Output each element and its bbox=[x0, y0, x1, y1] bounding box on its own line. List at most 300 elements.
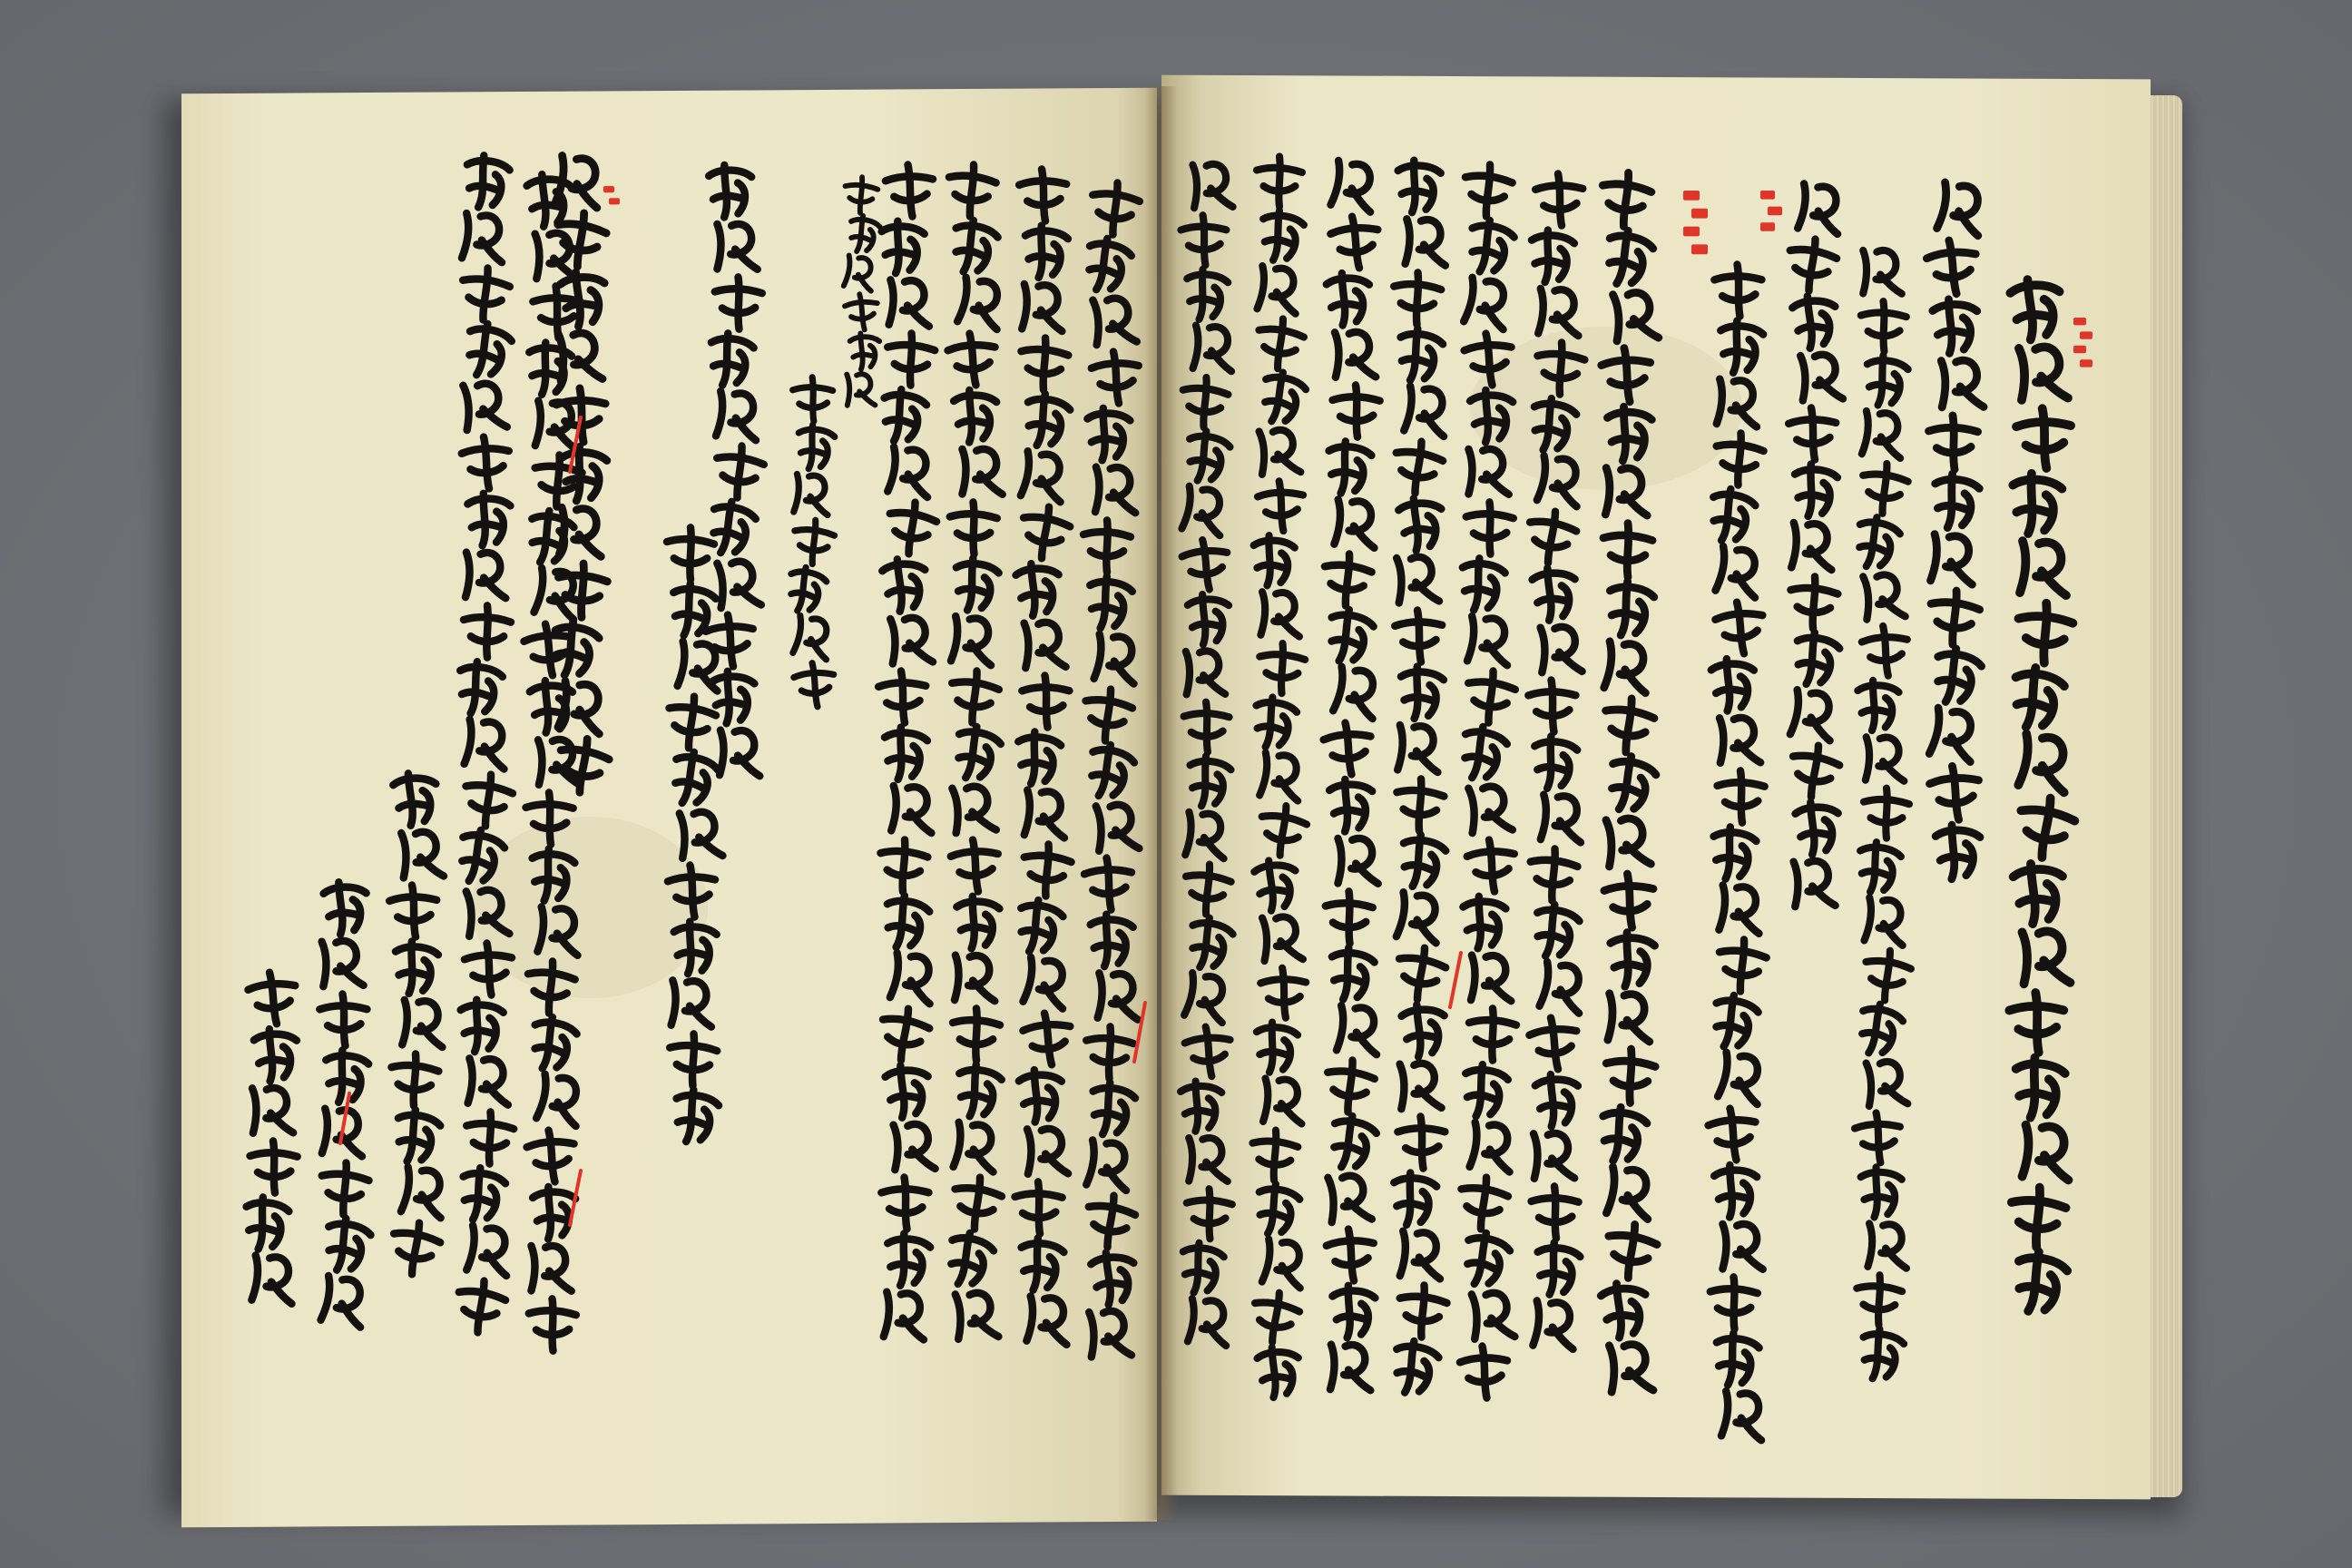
script-glyph bbox=[1936, 474, 1980, 527]
red-correction-mark bbox=[1450, 953, 1461, 1007]
script-glyph bbox=[2015, 407, 2073, 470]
script-glyph bbox=[1021, 1010, 1074, 1068]
script-glyph bbox=[1328, 1343, 1370, 1392]
script-glyph bbox=[466, 1225, 511, 1276]
script-glyph bbox=[1394, 272, 1442, 325]
script-glyph bbox=[1262, 210, 1305, 261]
script-glyph bbox=[1328, 777, 1376, 832]
script-glyph bbox=[949, 838, 1002, 894]
script-glyph bbox=[1093, 801, 1139, 853]
script-glyph bbox=[537, 906, 579, 956]
script-glyph bbox=[1602, 696, 1656, 755]
script-glyph bbox=[671, 980, 711, 1028]
script-glyph bbox=[1405, 219, 1446, 267]
script-glyph bbox=[1713, 1162, 1760, 1218]
script-glyph bbox=[1180, 1079, 1225, 1132]
script-glyph bbox=[1255, 317, 1305, 371]
script-glyph bbox=[1791, 858, 1836, 909]
script-glyph bbox=[1533, 1300, 1574, 1349]
script-glyph bbox=[1022, 620, 1066, 671]
script-glyph bbox=[891, 1122, 936, 1172]
script-glyph bbox=[529, 342, 573, 395]
script-glyph bbox=[1087, 407, 1133, 461]
script-glyph bbox=[1260, 592, 1299, 638]
script-glyph bbox=[1604, 229, 1654, 288]
script-glyph bbox=[1398, 328, 1444, 382]
script-glyph bbox=[708, 162, 755, 218]
script-glyph bbox=[1394, 1172, 1437, 1225]
script-glyph bbox=[1469, 1289, 1514, 1341]
script-glyph bbox=[1090, 181, 1142, 237]
script-glyph bbox=[1786, 236, 1839, 293]
script-glyph bbox=[1251, 1130, 1298, 1181]
script-glyph bbox=[1398, 1284, 1448, 1338]
script-glyph bbox=[1469, 954, 1511, 1003]
script-glyph bbox=[888, 615, 933, 666]
red-marginal-note bbox=[1768, 207, 1782, 216]
script-glyph bbox=[1022, 284, 1062, 331]
script-glyph bbox=[462, 772, 514, 828]
script-glyph bbox=[465, 322, 513, 378]
script-glyph bbox=[1790, 690, 1835, 740]
script-glyph bbox=[887, 333, 936, 386]
script-glyph bbox=[1864, 789, 1909, 838]
script-glyph bbox=[1183, 701, 1230, 753]
script-glyph bbox=[1463, 163, 1514, 219]
script-glyph bbox=[1184, 973, 1229, 1023]
script-glyph bbox=[1527, 1014, 1581, 1073]
script-glyph bbox=[794, 474, 829, 514]
script-glyph bbox=[1334, 499, 1376, 548]
script-glyph bbox=[388, 884, 439, 939]
script-glyph bbox=[1090, 913, 1135, 967]
script-glyph bbox=[1534, 1072, 1583, 1128]
script-glyph bbox=[455, 1278, 508, 1335]
script-glyph bbox=[1859, 842, 1902, 894]
script-glyph bbox=[1023, 957, 1068, 1009]
script-glyph bbox=[1854, 1111, 1904, 1164]
script-glyph bbox=[1090, 349, 1142, 406]
script-glyph bbox=[1528, 679, 1578, 733]
script-glyph bbox=[1536, 342, 1585, 396]
script-glyph bbox=[1864, 736, 1904, 782]
script-glyph bbox=[1014, 561, 1063, 617]
script-glyph bbox=[1605, 1049, 1655, 1103]
script-glyph bbox=[531, 1015, 579, 1072]
script-glyph bbox=[1925, 237, 1981, 297]
script-glyph bbox=[1395, 554, 1439, 605]
script-glyph bbox=[529, 678, 577, 734]
script-glyph bbox=[1867, 355, 1908, 406]
script-glyph bbox=[1719, 885, 1760, 934]
script-glyph bbox=[1609, 581, 1655, 636]
script-glyph bbox=[1607, 754, 1658, 814]
script-glyph bbox=[1187, 592, 1233, 645]
script-glyph bbox=[1710, 1277, 1759, 1329]
script-glyph bbox=[1328, 608, 1376, 664]
script-glyph bbox=[1469, 1122, 1513, 1172]
script-glyph bbox=[1090, 1249, 1139, 1306]
script-glyph bbox=[1086, 1140, 1131, 1191]
script-glyph bbox=[528, 509, 575, 564]
red-marginal-note bbox=[2073, 346, 2086, 353]
script-glyph bbox=[1601, 1106, 1648, 1162]
script-glyph bbox=[1860, 1166, 1904, 1218]
script-glyph bbox=[1861, 1328, 1905, 1380]
script-glyph bbox=[953, 1289, 998, 1341]
script-glyph bbox=[710, 333, 754, 386]
script-glyph bbox=[1014, 1181, 1063, 1235]
script-glyph bbox=[843, 292, 880, 332]
script-glyph bbox=[1466, 783, 1513, 836]
script-glyph bbox=[1018, 504, 1072, 562]
script-glyph bbox=[1936, 182, 1984, 236]
script-glyph bbox=[1465, 838, 1518, 894]
script-glyph bbox=[877, 670, 928, 725]
red-marginal-note bbox=[1691, 244, 1708, 254]
script-glyph bbox=[1718, 1052, 1764, 1104]
script-glyph bbox=[1710, 487, 1757, 543]
script-glyph bbox=[1400, 1231, 1441, 1279]
script-glyph bbox=[459, 662, 504, 715]
script-glyph bbox=[1326, 270, 1374, 327]
script-glyph bbox=[1097, 973, 1138, 1021]
script-glyph bbox=[392, 769, 441, 827]
script-glyph bbox=[2016, 344, 2068, 403]
script-glyph bbox=[1603, 524, 1652, 577]
script-glyph bbox=[715, 222, 758, 271]
script-glyph bbox=[1462, 558, 1505, 611]
script-glyph bbox=[1857, 679, 1902, 731]
script-glyph bbox=[534, 568, 579, 620]
script-glyph bbox=[1541, 795, 1582, 843]
script-glyph bbox=[885, 895, 931, 949]
script-glyph bbox=[1392, 438, 1446, 495]
script-glyph bbox=[1712, 994, 1760, 1050]
script-glyph bbox=[529, 1244, 572, 1293]
script-glyph bbox=[1181, 214, 1229, 267]
script-glyph bbox=[1093, 634, 1137, 684]
script-glyph bbox=[953, 1008, 1000, 1060]
script-glyph bbox=[325, 1217, 372, 1272]
script-glyph bbox=[667, 527, 714, 579]
script-glyph bbox=[1532, 397, 1578, 452]
script-glyph bbox=[461, 380, 507, 433]
red-marginal-note bbox=[603, 186, 614, 192]
script-glyph bbox=[1183, 863, 1232, 916]
script-glyph bbox=[788, 566, 828, 613]
script-glyph bbox=[2008, 991, 2065, 1054]
script-glyph bbox=[946, 163, 997, 219]
script-glyph bbox=[2009, 276, 2066, 342]
script-glyph bbox=[844, 255, 876, 290]
script-glyph bbox=[1263, 1078, 1302, 1123]
script-glyph bbox=[1468, 219, 1516, 275]
script-glyph bbox=[1463, 330, 1516, 387]
script-glyph bbox=[1093, 466, 1135, 514]
script-glyph bbox=[1788, 742, 1841, 800]
script-glyph bbox=[396, 941, 440, 995]
script-glyph bbox=[1396, 892, 1441, 943]
script-glyph bbox=[1611, 289, 1659, 344]
script-glyph bbox=[881, 555, 930, 612]
script-glyph bbox=[954, 725, 1002, 781]
script-glyph bbox=[525, 960, 576, 1015]
red-marginal-note bbox=[609, 198, 620, 204]
script-glyph bbox=[1022, 1238, 1064, 1289]
script-glyph bbox=[1257, 1183, 1301, 1236]
script-glyph bbox=[464, 551, 505, 600]
script-glyph bbox=[1328, 213, 1382, 271]
script-glyph bbox=[950, 783, 996, 836]
script-glyph bbox=[1928, 415, 1979, 470]
script-glyph bbox=[1329, 1114, 1377, 1171]
script-glyph bbox=[533, 230, 577, 281]
script-glyph bbox=[1862, 411, 1903, 458]
script-glyph bbox=[1330, 161, 1376, 212]
script-glyph bbox=[1606, 1167, 1651, 1220]
script-glyph bbox=[881, 220, 926, 274]
script-glyph bbox=[1181, 377, 1230, 429]
script-glyph bbox=[2015, 794, 2078, 861]
script-glyph bbox=[885, 727, 929, 780]
script-glyph bbox=[1710, 656, 1759, 712]
script-glyph bbox=[1260, 370, 1308, 426]
script-glyph bbox=[949, 669, 1001, 725]
script-glyph bbox=[1332, 329, 1376, 379]
script-glyph bbox=[1193, 326, 1232, 372]
script-glyph bbox=[1721, 1391, 1764, 1440]
script-glyph bbox=[1534, 172, 1585, 228]
script-glyph bbox=[1860, 623, 1910, 678]
script-glyph bbox=[946, 330, 1000, 387]
script-glyph bbox=[402, 1000, 442, 1047]
script-glyph bbox=[709, 500, 757, 556]
script-glyph bbox=[1857, 1275, 1903, 1326]
script-glyph bbox=[1189, 916, 1235, 970]
red-marginal-note bbox=[2073, 318, 2086, 325]
script-glyph bbox=[946, 1230, 995, 1288]
script-glyph bbox=[677, 808, 722, 860]
script-glyph bbox=[1024, 790, 1065, 838]
script-glyph bbox=[848, 215, 881, 253]
script-glyph bbox=[1861, 249, 1902, 296]
script-glyph bbox=[1396, 779, 1445, 832]
script-glyph bbox=[714, 444, 766, 500]
script-glyph bbox=[1258, 803, 1308, 858]
script-glyph bbox=[1025, 225, 1070, 279]
script-glyph bbox=[1180, 537, 1231, 593]
script-glyph bbox=[1082, 687, 1134, 743]
script-glyph bbox=[1932, 297, 1982, 355]
script-glyph bbox=[887, 446, 932, 497]
script-glyph bbox=[1463, 1230, 1512, 1288]
script-glyph bbox=[1181, 485, 1225, 535]
script-glyph bbox=[247, 1197, 289, 1249]
script-glyph bbox=[535, 737, 579, 787]
script-glyph bbox=[1257, 157, 1302, 207]
script-glyph bbox=[1331, 947, 1375, 1000]
script-glyph bbox=[792, 377, 834, 422]
script-glyph bbox=[1795, 464, 1839, 517]
script-glyph bbox=[1024, 1126, 1068, 1176]
script-glyph bbox=[461, 1167, 506, 1221]
script-glyph bbox=[1867, 1223, 1906, 1269]
script-glyph bbox=[553, 621, 601, 678]
script-glyph bbox=[1798, 183, 1842, 234]
script-glyph bbox=[533, 848, 575, 900]
script-glyph bbox=[1187, 1136, 1228, 1183]
script-glyph bbox=[1018, 1067, 1066, 1123]
script-glyph bbox=[457, 828, 506, 885]
script-glyph bbox=[1397, 159, 1443, 213]
script-glyph bbox=[951, 1175, 1004, 1231]
red-marginal-note bbox=[2080, 359, 2092, 367]
script-glyph bbox=[1717, 938, 1768, 994]
script-glyph bbox=[2014, 1250, 2069, 1314]
script-glyph bbox=[1604, 1221, 1660, 1281]
script-glyph bbox=[1257, 479, 1307, 533]
script-glyph bbox=[1091, 295, 1137, 348]
script-glyph bbox=[1183, 649, 1225, 697]
script-glyph bbox=[671, 750, 720, 807]
red-marginal-note bbox=[1683, 227, 1700, 237]
script-glyph bbox=[716, 391, 759, 440]
script-glyph bbox=[2017, 603, 2073, 664]
script-glyph bbox=[1532, 230, 1576, 283]
script-glyph bbox=[464, 720, 507, 769]
script-glyph bbox=[1857, 1002, 1905, 1057]
script-glyph bbox=[881, 1176, 931, 1230]
script-glyph bbox=[1257, 266, 1298, 314]
script-glyph bbox=[1083, 856, 1135, 912]
script-glyph bbox=[882, 388, 927, 443]
red-marginal-note bbox=[1683, 191, 1700, 201]
script-glyph bbox=[1325, 1227, 1377, 1283]
script-glyph bbox=[1250, 1289, 1301, 1345]
script-glyph bbox=[1253, 858, 1300, 913]
script-glyph bbox=[1183, 1024, 1234, 1080]
script-glyph bbox=[1397, 495, 1446, 552]
script-glyph bbox=[1023, 843, 1073, 897]
script-glyph bbox=[1929, 708, 1977, 762]
script-glyph bbox=[1332, 385, 1381, 438]
script-glyph bbox=[1464, 277, 1510, 329]
script-glyph bbox=[960, 447, 1003, 496]
script-glyph bbox=[670, 1034, 718, 1086]
script-glyph bbox=[1603, 466, 1647, 517]
script-glyph bbox=[1185, 812, 1225, 858]
script-glyph bbox=[1259, 966, 1308, 1019]
script-glyph bbox=[1191, 162, 1233, 211]
script-glyph bbox=[1469, 1008, 1516, 1060]
script-glyph bbox=[1537, 456, 1582, 506]
script-glyph bbox=[1864, 1059, 1907, 1109]
script-glyph bbox=[2022, 1125, 2069, 1181]
script-glyph bbox=[885, 162, 936, 219]
script-glyph bbox=[1332, 1284, 1378, 1338]
script-glyph bbox=[715, 558, 761, 611]
script-glyph bbox=[890, 953, 935, 1004]
script-glyph bbox=[1404, 386, 1448, 436]
script-glyph bbox=[1607, 993, 1650, 1043]
script-glyph bbox=[2020, 541, 2066, 595]
script-glyph bbox=[715, 277, 763, 329]
script-glyph bbox=[879, 839, 928, 893]
script-glyph bbox=[953, 1122, 996, 1172]
script-glyph bbox=[1928, 589, 1981, 646]
script-glyph bbox=[251, 1255, 293, 1304]
script-glyph bbox=[525, 1127, 579, 1184]
script-glyph bbox=[467, 1058, 508, 1106]
script-glyph bbox=[1465, 669, 1517, 725]
script-glyph bbox=[665, 694, 718, 750]
script-glyph bbox=[399, 829, 444, 880]
script-glyph bbox=[1322, 720, 1376, 777]
script-glyph bbox=[1714, 263, 1764, 318]
script-glyph bbox=[467, 492, 514, 546]
script-glyph bbox=[1084, 1192, 1138, 1250]
script-glyph bbox=[1259, 643, 1306, 694]
script-glyph bbox=[1788, 407, 1838, 462]
script-glyph bbox=[466, 1112, 514, 1164]
script-glyph bbox=[884, 1063, 932, 1119]
script-glyph bbox=[1394, 945, 1447, 1003]
script-glyph bbox=[1466, 447, 1509, 496]
script-glyph bbox=[460, 998, 505, 1053]
script-glyph bbox=[1469, 387, 1516, 443]
script-glyph bbox=[1600, 346, 1654, 405]
script-glyph bbox=[1716, 1333, 1759, 1386]
script-glyph bbox=[1401, 834, 1447, 888]
script-glyph bbox=[1187, 1189, 1233, 1240]
script-glyph bbox=[1326, 891, 1374, 944]
script-glyph bbox=[1397, 1061, 1442, 1112]
script-glyph bbox=[1600, 1280, 1651, 1340]
script-glyph bbox=[1465, 1064, 1509, 1118]
script-glyph bbox=[1322, 553, 1373, 608]
script-glyph bbox=[1928, 763, 1984, 823]
script-glyph bbox=[674, 1089, 720, 1143]
script-glyph bbox=[250, 1141, 299, 1194]
script-glyph bbox=[1397, 725, 1437, 772]
red-marginal-note bbox=[2080, 331, 2092, 338]
script-glyph bbox=[1261, 1239, 1304, 1288]
script-glyph bbox=[1795, 632, 1841, 686]
script-glyph bbox=[1025, 393, 1072, 447]
script-glyph bbox=[2019, 928, 2070, 986]
script-glyph bbox=[390, 1054, 439, 1107]
script-glyph bbox=[1089, 576, 1133, 630]
script-glyph bbox=[1794, 799, 1842, 856]
script-glyph bbox=[1325, 1058, 1377, 1114]
script-glyph bbox=[1259, 914, 1302, 963]
script-glyph bbox=[1720, 320, 1764, 373]
script-glyph bbox=[1336, 837, 1378, 886]
script-glyph bbox=[253, 1026, 301, 1083]
script-glyph bbox=[1020, 338, 1069, 391]
script-glyph bbox=[1861, 572, 1906, 622]
script-glyph bbox=[1459, 1344, 1511, 1400]
script-glyph bbox=[1259, 752, 1302, 801]
script-glyph bbox=[1714, 827, 1757, 878]
script-glyph bbox=[1393, 1339, 1440, 1395]
script-glyph bbox=[1715, 432, 1765, 486]
script-glyph bbox=[1860, 462, 1910, 515]
script-glyph bbox=[462, 213, 505, 262]
script-glyph bbox=[1018, 168, 1069, 223]
script-glyph bbox=[849, 331, 882, 370]
